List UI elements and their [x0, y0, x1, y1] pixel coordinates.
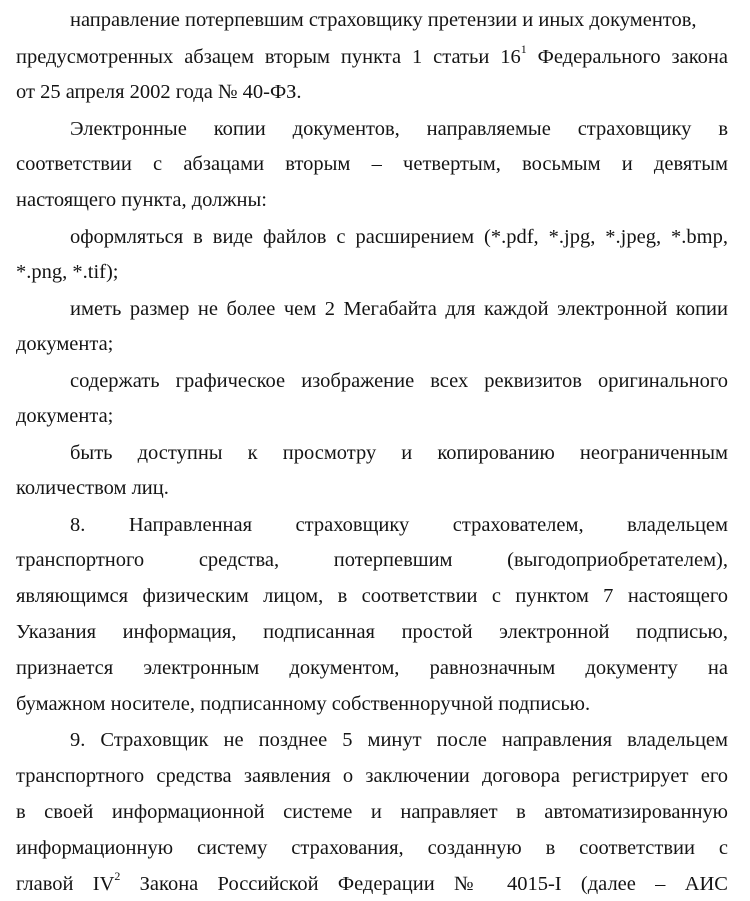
- text-line: в своей информационной системе и направляет в автоматизированную: [16, 801, 728, 823]
- text-line: 8. Направленная страховщику страхователем, владельцем: [70, 514, 728, 536]
- text-line: признается электронным документом, равнозначным документу на: [16, 657, 728, 679]
- text-line: бумажном носителе, подписанному собственноручной подписью.: [16, 693, 591, 715]
- superscript: 1: [520, 42, 527, 57]
- text-line: Указания информация, подписанная простой электронной подписью,: [16, 621, 728, 643]
- text-line: Электронные копии документов, направляемые страховщику в: [70, 118, 728, 140]
- text-segment: Федерального закона: [526, 46, 728, 68]
- text-line: оформляться в виде файлов с расширением (*.pdf, *.jpg, *.jpeg, *.bmp,: [70, 226, 728, 248]
- text-line: быть доступны к просмотру и копированию неограниченным: [70, 442, 728, 464]
- text-line: направление потерпевшим страховщику претензии и иных документов,: [70, 9, 697, 31]
- superscript: 2: [114, 869, 121, 884]
- text-line: соответствии с абзацами вторым – четвертым, восьмым и девятым: [16, 153, 728, 175]
- text-line: документа;: [16, 405, 114, 427]
- text-line: документа;: [16, 333, 114, 355]
- text-line: от 25 апреля 2002 года № 40-ФЗ.: [16, 81, 302, 103]
- text-line: информационную систему страхования, созданную в соответствии с: [16, 837, 728, 859]
- text-line: 9. Страховщик не позднее 5 минут после направления владельцем: [70, 729, 728, 751]
- text-line: иметь размер не более чем 2 Мегабайта для каждой электронной копии: [70, 298, 728, 320]
- text-segment: главой IV: [16, 873, 115, 895]
- text-line: настоящего пункта, должны:: [16, 189, 267, 211]
- text-line: содержать графическое изображение всех реквизитов оригинального: [70, 370, 728, 392]
- text-line: транспортного средства заявления о заключении договора регистрирует его: [16, 765, 728, 787]
- text-line: [16, 40, 728, 74]
- text-line: транспортного средства, потерпевшим (выгодоприобретателем),: [16, 549, 728, 571]
- text-line: [16, 867, 728, 901]
- text-line: являющимся физическим лицом, в соответствии с пунктом 7 настоящего: [16, 585, 728, 607]
- text-line: количеством лиц.: [16, 477, 169, 499]
- text-segment: Закона Российской Федерации № 4015-I (далее – АИС: [120, 873, 728, 895]
- text-segment: предусмотренных абзацем вторым пункта 1 статьи 16: [16, 46, 521, 68]
- text-line: *.png, *.tif);: [16, 261, 119, 283]
